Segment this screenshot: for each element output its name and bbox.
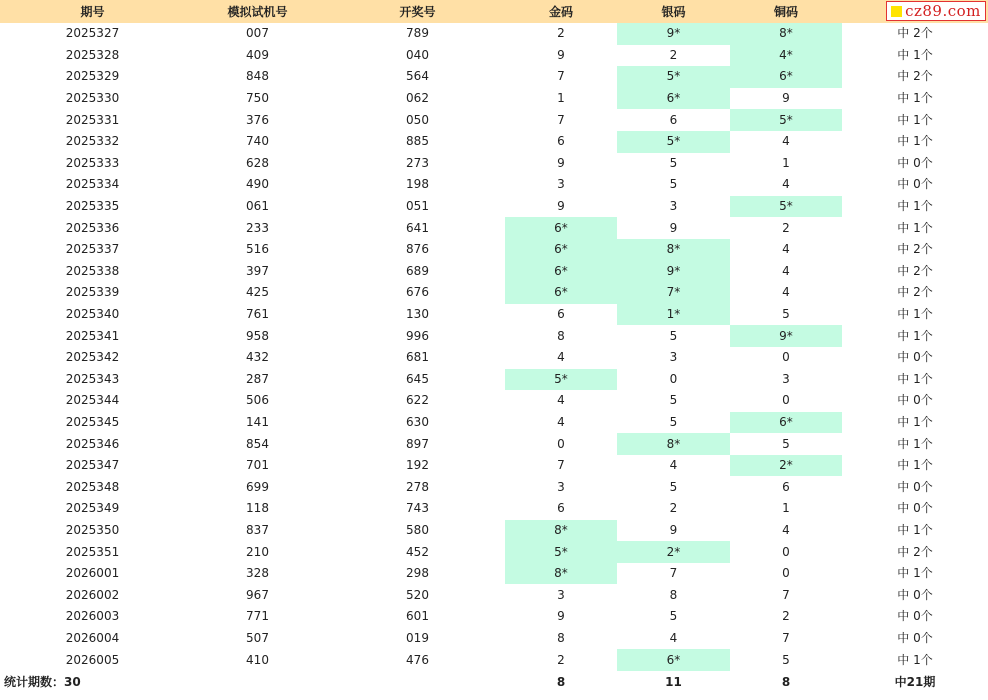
cell-draw-number: 452 xyxy=(406,544,429,559)
header-sim-number: 模拟试机号 xyxy=(185,0,330,23)
cell-silver: 4 xyxy=(669,630,678,645)
cell-silver: 5* xyxy=(617,131,730,153)
header-period: 期号 xyxy=(0,0,185,23)
cell-copper: 4* xyxy=(730,45,842,67)
cell-copper: 0 xyxy=(782,393,790,408)
cell-copper: 1 xyxy=(782,155,790,170)
cell-period: 2025328 xyxy=(65,47,120,62)
cell-draw-number: 743 xyxy=(406,501,429,516)
table-row xyxy=(0,369,988,391)
cell-period: 2025347 xyxy=(65,458,120,473)
table-row xyxy=(0,412,988,434)
cell-sim-number: 210 xyxy=(246,544,269,559)
cell-result: 中 1个 xyxy=(897,328,933,343)
table-row xyxy=(0,88,988,110)
cell-copper: 5 xyxy=(782,652,790,667)
cell-draw-number: 019 xyxy=(406,630,429,645)
cell-sim-number: 506 xyxy=(246,393,269,408)
cell-result: 中 0个 xyxy=(897,350,933,365)
cell-sim-number: 701 xyxy=(246,458,269,473)
table-row xyxy=(0,563,988,585)
table-row xyxy=(0,498,988,520)
site-logo[interactable] xyxy=(886,1,986,21)
cell-sim-number: 376 xyxy=(246,112,269,127)
cell-sim-number: 141 xyxy=(246,414,269,429)
cell-sim-number: 740 xyxy=(246,134,269,149)
cell-gold: 9 xyxy=(557,47,565,62)
cell-silver: 3 xyxy=(669,350,678,365)
cell-result: 中 0个 xyxy=(897,177,933,192)
cell-draw-number: 192 xyxy=(406,458,429,473)
table-row xyxy=(0,109,988,131)
cell-sim-number: 507 xyxy=(246,630,269,645)
cell-period: 2025351 xyxy=(65,544,120,559)
cell-gold: 3 xyxy=(557,587,565,602)
cell-gold: 9 xyxy=(557,155,565,170)
cell-gold: 8 xyxy=(557,328,565,343)
cell-result: 中 1个 xyxy=(897,458,933,473)
table-row xyxy=(0,196,988,218)
cell-gold: 4 xyxy=(557,393,565,408)
cell-copper: 5* xyxy=(730,196,842,218)
cell-silver: 5 xyxy=(669,328,678,343)
cell-silver: 4 xyxy=(669,458,678,473)
cell-gold: 3 xyxy=(557,479,565,494)
cell-copper: 7 xyxy=(782,587,790,602)
cell-copper: 4 xyxy=(782,134,790,149)
table-row xyxy=(0,347,988,369)
cell-copper: 0 xyxy=(782,566,790,581)
footer-row xyxy=(0,671,988,693)
table-row xyxy=(0,217,988,239)
cell-sim-number: 854 xyxy=(246,436,269,451)
cell-result: 中 1个 xyxy=(897,47,933,62)
cell-period: 2025349 xyxy=(65,501,120,516)
header-copper: 铜码 xyxy=(730,0,842,23)
cell-result: 中 2个 xyxy=(897,242,933,257)
cell-period: 2025334 xyxy=(65,177,120,192)
cell-period: 2025333 xyxy=(65,155,120,170)
table-row xyxy=(0,261,988,283)
header-draw-number: 开奖号 xyxy=(330,0,505,23)
cell-result: 中 0个 xyxy=(897,155,933,170)
table-row xyxy=(0,131,988,153)
cell-sim-number: 771 xyxy=(246,609,269,624)
cell-result: 中 1个 xyxy=(897,522,933,537)
cell-copper: 0 xyxy=(782,544,790,559)
cell-period: 2025338 xyxy=(65,263,120,278)
cell-copper: 5 xyxy=(782,436,790,451)
cell-gold: 4 xyxy=(557,350,565,365)
cell-copper: 6* xyxy=(730,66,842,88)
cell-result: 中 0个 xyxy=(897,393,933,408)
table-row xyxy=(0,325,988,347)
cell-result: 中 2个 xyxy=(897,26,933,41)
cell-silver: 1* xyxy=(617,304,730,326)
cell-silver: 3 xyxy=(669,199,678,214)
cell-silver: 8* xyxy=(617,433,730,455)
cell-result: 中 1个 xyxy=(897,112,933,127)
footer-copper-total: 8 xyxy=(781,674,791,689)
cell-result: 中 1个 xyxy=(897,566,933,581)
cell-result: 中 1个 xyxy=(897,199,933,214)
cell-period: 2025348 xyxy=(65,479,120,494)
table-row xyxy=(0,541,988,563)
header-gold: 金码 xyxy=(505,0,617,23)
cell-sim-number: 761 xyxy=(246,307,269,322)
cell-copper: 4 xyxy=(782,242,790,257)
cell-copper: 2 xyxy=(782,609,790,624)
cell-draw-number: 601 xyxy=(406,609,429,624)
cell-draw-number: 645 xyxy=(406,371,429,386)
cell-gold: 7 xyxy=(557,458,565,473)
cell-draw-number: 050 xyxy=(406,112,429,127)
cell-period: 2025340 xyxy=(65,307,120,322)
cell-result: 中 1个 xyxy=(897,414,933,429)
cell-period: 2025335 xyxy=(65,199,120,214)
cell-sim-number: 118 xyxy=(246,501,269,516)
cell-sim-number: 837 xyxy=(246,522,269,537)
cell-sim-number: 628 xyxy=(246,155,269,170)
cell-sim-number: 409 xyxy=(246,47,269,62)
table-row xyxy=(0,476,988,498)
cell-sim-number: 750 xyxy=(246,91,269,106)
cell-silver: 5* xyxy=(617,66,730,88)
cell-draw-number: 681 xyxy=(406,350,429,365)
cell-result: 中 2个 xyxy=(897,263,933,278)
cell-gold: 6* xyxy=(505,282,617,304)
cell-sim-number: 490 xyxy=(246,177,269,192)
cell-gold: 3 xyxy=(557,177,565,192)
cell-period: 2025342 xyxy=(65,350,120,365)
cell-period: 2025339 xyxy=(65,285,120,300)
cell-period: 2025343 xyxy=(65,371,120,386)
cell-period: 2025336 xyxy=(65,220,120,235)
cell-draw-number: 520 xyxy=(406,587,429,602)
cell-draw-number: 564 xyxy=(406,69,429,84)
table-row xyxy=(0,23,988,45)
footer-period-count: 统计期数：30 xyxy=(4,675,81,690)
cell-draw-number: 298 xyxy=(406,566,429,581)
cell-sim-number: 958 xyxy=(246,328,269,343)
cell-gold: 8* xyxy=(505,520,617,542)
cell-result: 中 1个 xyxy=(897,134,933,149)
cell-gold: 9 xyxy=(557,199,565,214)
cell-gold: 1 xyxy=(557,91,565,106)
table-row xyxy=(0,239,988,261)
cell-draw-number: 198 xyxy=(406,177,429,192)
cell-draw-number: 689 xyxy=(406,263,429,278)
cell-gold: 0 xyxy=(557,436,565,451)
cell-silver: 9* xyxy=(617,261,730,283)
cell-gold: 6 xyxy=(557,134,565,149)
table-row xyxy=(0,153,988,175)
cell-gold: 5* xyxy=(505,369,617,391)
cell-silver: 6* xyxy=(617,649,730,671)
cell-result: 中 0个 xyxy=(897,587,933,602)
cell-sim-number: 848 xyxy=(246,69,269,84)
cell-silver: 2 xyxy=(669,501,678,516)
cell-draw-number: 273 xyxy=(406,155,429,170)
cell-silver: 0 xyxy=(669,371,678,386)
logo-square-icon xyxy=(891,6,902,17)
cell-gold: 8 xyxy=(557,630,565,645)
table-row xyxy=(0,455,988,477)
cell-draw-number: 278 xyxy=(406,479,429,494)
cell-sim-number: 287 xyxy=(246,371,269,386)
cell-gold: 7 xyxy=(557,112,565,127)
cell-period: 2025344 xyxy=(65,393,120,408)
cell-silver: 9 xyxy=(669,220,678,235)
cell-silver: 6* xyxy=(617,88,730,110)
table-row xyxy=(0,628,988,650)
cell-gold: 6 xyxy=(557,307,565,322)
header-silver: 银码 xyxy=(617,0,730,23)
cell-silver: 2 xyxy=(669,47,678,62)
cell-copper: 5* xyxy=(730,109,842,131)
cell-period: 2025337 xyxy=(65,242,120,257)
cell-sim-number: 410 xyxy=(246,652,269,667)
cell-period: 2025346 xyxy=(65,436,120,451)
cell-gold: 6* xyxy=(505,261,617,283)
cell-copper: 4 xyxy=(782,285,790,300)
cell-draw-number: 885 xyxy=(406,134,429,149)
cell-period: 2025331 xyxy=(65,112,120,127)
footer-hit-total: 中21期 xyxy=(894,675,936,690)
cell-silver: 8 xyxy=(669,587,678,602)
cell-draw-number: 130 xyxy=(406,307,429,322)
cell-period: 2026003 xyxy=(65,609,120,624)
table-row xyxy=(0,282,988,304)
cell-period: 2026005 xyxy=(65,652,120,667)
cell-gold: 5* xyxy=(505,541,617,563)
cell-copper: 5 xyxy=(782,307,790,322)
cell-silver: 9* xyxy=(617,23,730,45)
cell-result: 中 0个 xyxy=(897,630,933,645)
cell-gold: 4 xyxy=(557,414,565,429)
cell-copper: 4 xyxy=(782,522,790,537)
logo-text: cz89.com xyxy=(905,2,981,20)
table-row xyxy=(0,520,988,542)
table-row xyxy=(0,174,988,196)
cell-draw-number: 580 xyxy=(406,522,429,537)
cell-draw-number: 641 xyxy=(406,220,429,235)
table-row xyxy=(0,606,988,628)
table-row xyxy=(0,390,988,412)
cell-result: 中 2个 xyxy=(897,544,933,559)
cell-sim-number: 432 xyxy=(246,350,269,365)
cell-period: 2025345 xyxy=(65,414,120,429)
cell-gold: 2 xyxy=(557,26,565,41)
cell-gold: 6 xyxy=(557,501,565,516)
cell-sim-number: 516 xyxy=(246,242,269,257)
cell-period: 2026004 xyxy=(65,630,120,645)
cell-gold: 7 xyxy=(557,69,565,84)
table-row xyxy=(0,45,988,67)
cell-copper: 9* xyxy=(730,325,842,347)
cell-silver: 7* xyxy=(617,282,730,304)
cell-draw-number: 040 xyxy=(406,47,429,62)
cell-gold: 9 xyxy=(557,609,565,624)
cell-copper: 2 xyxy=(782,220,790,235)
cell-draw-number: 996 xyxy=(406,328,429,343)
cell-copper: 3 xyxy=(782,371,790,386)
header-row xyxy=(0,0,988,23)
cell-result: 中 1个 xyxy=(897,436,933,451)
cell-draw-number: 622 xyxy=(406,393,429,408)
cell-gold: 6* xyxy=(505,217,617,239)
footer-silver-total: 11 xyxy=(665,674,682,689)
table-row xyxy=(0,584,988,606)
cell-copper: 6 xyxy=(782,479,790,494)
cell-draw-number: 676 xyxy=(406,285,429,300)
cell-sim-number: 233 xyxy=(246,220,269,235)
cell-copper: 7 xyxy=(782,630,790,645)
cell-copper: 4 xyxy=(782,177,790,192)
cell-sim-number: 967 xyxy=(246,587,269,602)
cell-silver: 9 xyxy=(669,522,678,537)
cell-result: 中 2个 xyxy=(897,69,933,84)
cell-result: 中 1个 xyxy=(897,91,933,106)
cell-period: 2025330 xyxy=(65,91,120,106)
cell-sim-number: 328 xyxy=(246,566,269,581)
cell-result: 中 1个 xyxy=(897,220,933,235)
cell-silver: 5 xyxy=(669,414,678,429)
cell-result: 中 1个 xyxy=(897,307,933,322)
cell-period: 2025341 xyxy=(65,328,120,343)
cell-copper: 1 xyxy=(782,501,790,516)
cell-gold: 6* xyxy=(505,239,617,261)
cell-draw-number: 051 xyxy=(406,199,429,214)
cell-draw-number: 789 xyxy=(406,26,429,41)
cell-copper: 6* xyxy=(730,412,842,434)
cell-sim-number: 007 xyxy=(246,26,269,41)
cell-sim-number: 397 xyxy=(246,263,269,278)
cell-sim-number: 061 xyxy=(246,199,269,214)
cell-silver: 5 xyxy=(669,393,678,408)
cell-result: 中 0个 xyxy=(897,609,933,624)
cell-sim-number: 699 xyxy=(246,479,269,494)
cell-gold: 8* xyxy=(505,563,617,585)
cell-copper: 0 xyxy=(782,350,790,365)
cell-result: 中 0个 xyxy=(897,501,933,516)
cell-draw-number: 897 xyxy=(406,436,429,451)
cell-result: 中 1个 xyxy=(897,652,933,667)
cell-gold: 2 xyxy=(557,652,565,667)
cell-copper: 8* xyxy=(730,23,842,45)
cell-silver: 2* xyxy=(617,541,730,563)
cell-result: 中 1个 xyxy=(897,371,933,386)
table-row xyxy=(0,433,988,455)
cell-result: 中 2个 xyxy=(897,285,933,300)
cell-draw-number: 476 xyxy=(406,652,429,667)
cell-sim-number: 425 xyxy=(246,285,269,300)
cell-silver: 5 xyxy=(669,479,678,494)
cell-draw-number: 062 xyxy=(406,91,429,106)
cell-silver: 8* xyxy=(617,239,730,261)
cell-period: 2026002 xyxy=(65,587,120,602)
cell-silver: 7 xyxy=(669,566,678,581)
table-row xyxy=(0,66,988,88)
table-row xyxy=(0,304,988,326)
cell-period: 2025327 xyxy=(65,26,120,41)
cell-period: 2025329 xyxy=(65,69,120,84)
cell-copper: 9 xyxy=(782,91,790,106)
cell-period: 2025332 xyxy=(65,134,120,149)
cell-copper: 2* xyxy=(730,455,842,477)
cell-silver: 6 xyxy=(669,112,678,127)
cell-silver: 5 xyxy=(669,609,678,624)
cell-copper: 4 xyxy=(782,263,790,278)
cell-result: 中 0个 xyxy=(897,479,933,494)
cell-period: 2026001 xyxy=(65,566,120,581)
cell-draw-number: 630 xyxy=(406,414,429,429)
cell-period: 2025350 xyxy=(65,522,120,537)
cell-silver: 5 xyxy=(669,177,678,192)
footer-gold-total: 8 xyxy=(556,674,566,689)
table-row xyxy=(0,649,988,671)
cell-silver: 5 xyxy=(669,155,678,170)
cell-draw-number: 876 xyxy=(406,242,429,257)
